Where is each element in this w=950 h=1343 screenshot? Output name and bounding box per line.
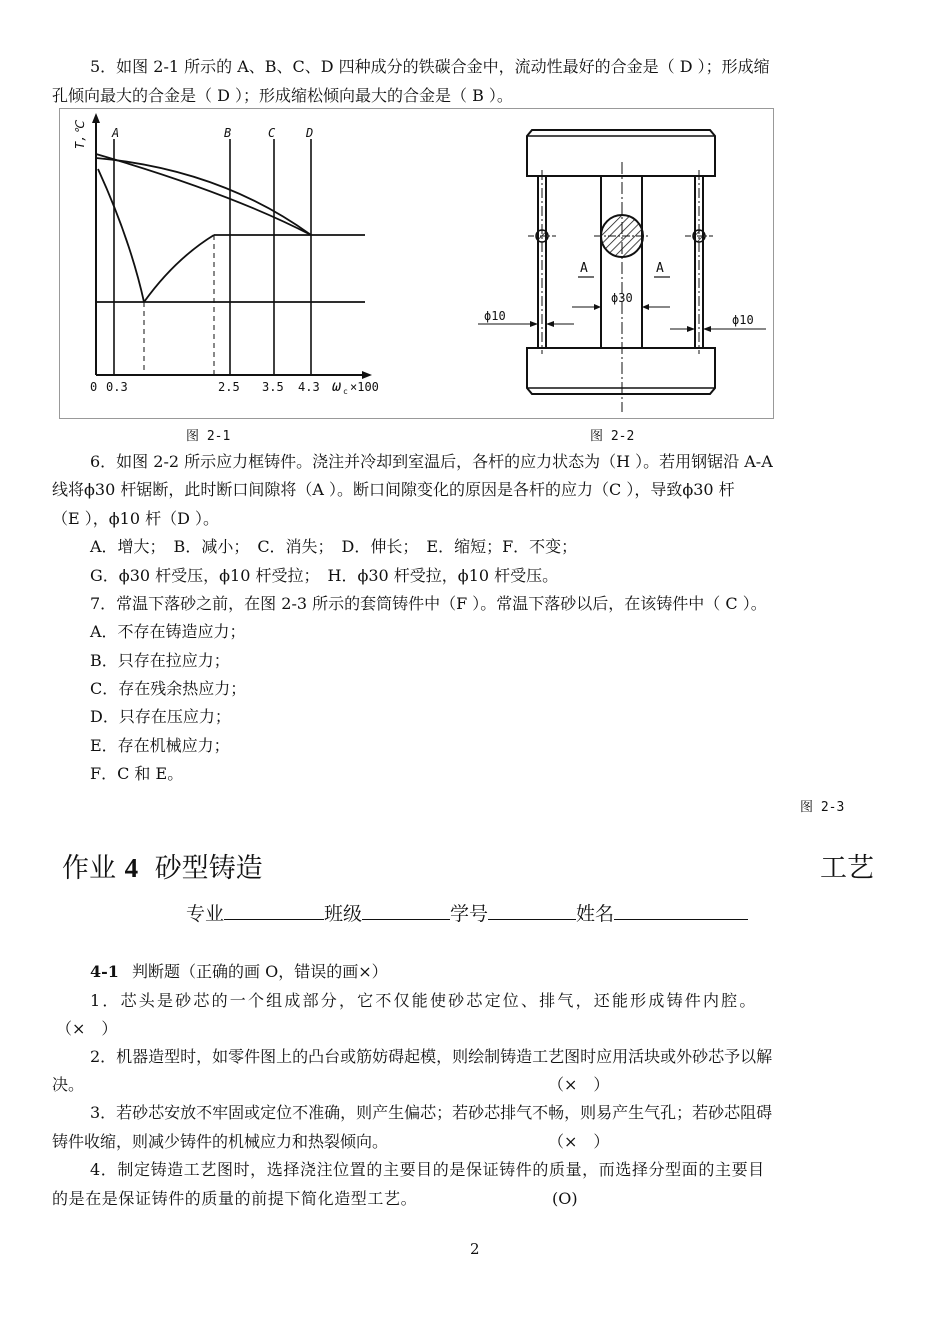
- fig21-ylabel: T,℃: [73, 121, 87, 149]
- s41-item1-answer: （× ）: [56, 1019, 118, 1038]
- s41-item2-answer: （× ）: [548, 1075, 610, 1094]
- s41-item4-answer: (O): [552, 1189, 578, 1208]
- name-label: 姓名: [576, 903, 615, 925]
- q7-option-a: A．不存在铸造应力；: [90, 622, 246, 641]
- fig22-caption: 图 2-2: [590, 429, 635, 444]
- fig22-dim-center: ϕ30: [611, 291, 633, 305]
- fig22-dim-right: ϕ10: [732, 313, 754, 327]
- q5-line1: 5．如图 2-1 所示的 A、B、C、D 四种成分的铁碳合金中，流动性最好的合金是（ D ）；形成缩: [90, 57, 770, 76]
- hw4-title-right: 工艺: [820, 853, 874, 884]
- q6-line1: 6．如图 2-2 所示应力框铸件。浇注并冷却到室温后，各杆的应力状态为（H ）。若用钢锯沿 A-A: [90, 452, 773, 471]
- q7-option-c: C．存在残余热应力；: [90, 679, 247, 698]
- s41-item3-answer: （× ）: [548, 1132, 610, 1151]
- s41-item3-line2: 铸件收缩，则减少铸件的机械应力和热裂倾向。: [52, 1132, 389, 1151]
- fig21-label-b: B: [224, 126, 232, 140]
- name-blank[interactable]: [614, 901, 748, 920]
- q7-option-d: D．只存在压应力；: [90, 707, 231, 726]
- fig21-tick-0: 0: [90, 380, 98, 394]
- class-label: 班级: [324, 903, 363, 925]
- s41-item2-line2: 决。: [52, 1075, 85, 1094]
- hw4-title-prefix: 作业: [62, 853, 116, 884]
- q7-line1: 7．常温下落砂之前，在图 2-3 所示的套筒铸件中（F ）。常温下落砂以后，在该铸件中（ C ）。: [90, 594, 767, 613]
- fig21-tick-25: 2.5: [218, 380, 240, 394]
- q6-options-2: G．ϕ30 杆受压，ϕ10 杆受拉； H．ϕ30 杆受拉，ϕ10 杆受压。: [90, 566, 559, 585]
- fig22-section-a-right: A: [656, 261, 664, 276]
- q7-option-e: E．存在机械应力；: [90, 736, 230, 755]
- fig21-phase-diagram: [60, 109, 390, 415]
- student-info-row: [186, 899, 748, 926]
- hw4-title: [62, 846, 263, 885]
- q5-line2: 孔倾向最大的合金是（ D ）；形成缩松倾向最大的合金是（ B ）。: [52, 86, 513, 105]
- fig21-caption: 图 2-1: [186, 429, 231, 444]
- fig22-dim-left: ϕ10: [484, 309, 506, 323]
- s41-number: 4-1: [90, 962, 119, 981]
- q6-line3: （E ），ϕ10 杆（D ）。: [52, 509, 220, 528]
- fig21-xlabel-symbol: ω: [332, 377, 342, 395]
- q6-line2: 线将ϕ30 杆锯断，此时断口间隙将（A ）。断口间隙变化的原因是各杆的应力（C ），导致ϕ30 杆: [52, 480, 735, 499]
- fig21-label-c: C: [268, 126, 276, 140]
- fig22-section-a-left: A: [580, 261, 588, 276]
- s41-item4-line2: 的是在是保证铸件的质量的前提下简化造型工艺。: [52, 1189, 418, 1208]
- student-no-blank[interactable]: [488, 901, 576, 920]
- fig21-tick-43: 4.3: [298, 380, 320, 394]
- hw4-title-number: 4: [124, 853, 139, 883]
- q7-option-f: F．C 和 E。: [90, 764, 184, 783]
- s41-heading: [90, 961, 388, 983]
- q6-options-1: A．增大； B．减小； C．消失； D．伸长； E．缩短；F．不变；: [90, 537, 578, 556]
- fig21-label-d: D: [306, 126, 314, 140]
- major-label: 专业: [186, 903, 225, 925]
- fig22-stress-frame: [470, 112, 770, 412]
- fig21-xlabel-suffix: ×100: [350, 380, 379, 394]
- s41-item1-line1: 1．芯头是砂芯的一个组成部分，它不仅能使砂芯定位、排气，还能形成铸件内腔。: [90, 991, 758, 1010]
- s41-heading-text: 判断题（正确的画 O，错误的画×）: [132, 962, 388, 981]
- fig23-caption: 图 2-3: [800, 800, 845, 815]
- s41-item4-line1: 4．制定铸造工艺图时，选择浇注位置的主要目的是保证铸件的质量，而选择分型面的主要目: [90, 1160, 765, 1179]
- fig21-tick-35: 3.5: [262, 380, 284, 394]
- hw4-title-main: 砂型铸造: [154, 853, 263, 884]
- student-no-label: 学号: [450, 903, 489, 925]
- page-number: 2: [470, 1240, 480, 1258]
- s41-item2-line1: 2．机器造型时，如零件图上的凸台或筋妨碍起模，则绘制铸造工艺图时应用活块或外砂芯予以解: [90, 1047, 773, 1066]
- fig21-label-a: A: [112, 126, 120, 140]
- s41-item3-line1: 3．若砂芯安放不牢固或定位不准确，则产生偏芯；若砂芯排气不畅，则易产生气孔；若砂芯阻碍: [90, 1103, 773, 1122]
- q7-option-b: B．只存在拉应力；: [90, 651, 230, 670]
- class-blank[interactable]: [362, 901, 450, 920]
- major-blank[interactable]: [224, 901, 324, 920]
- fig21-tick-03: 0.3: [106, 380, 128, 394]
- fig21-xlabel-sub: c: [343, 387, 348, 396]
